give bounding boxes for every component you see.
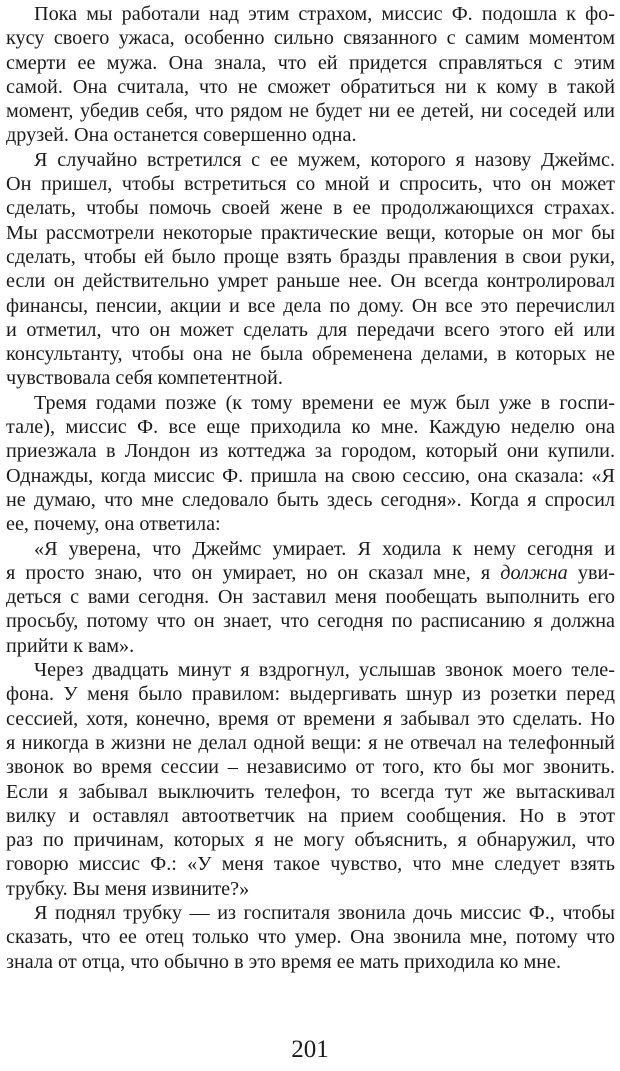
text-line: трубку. Вы меня извините?»: [6, 877, 250, 900]
text-line: Однажды, когда миссис Ф. пришла на свою сессию, она сказала: «Я: [6, 464, 615, 487]
text-line: вилку и оставлял автоответчик на прием сообщения. Но в этот: [6, 804, 615, 827]
text-line: говорю миссис Ф.: «У меня такое чувство, что мне следует взять: [6, 853, 615, 876]
text-line: сделать, чтобы помочь своей жене в ее продолжающихся страхах.: [6, 197, 615, 220]
text-line: чувствовала себя компетентной.: [6, 367, 283, 390]
text-line: Я случайно встретился с ее мужем, которого я назову Джеймс.: [34, 148, 615, 171]
text-line: знала от отца, что обычно в это время ее мать приходила ко мне.: [6, 950, 562, 973]
text-line: я никогда в жизни не делал одной вещи: я не отвечал на телефонный: [6, 731, 615, 754]
text-line: не думаю, что мне следовало быть здесь сегодня». Когда я спросил: [6, 488, 615, 511]
text-line: просьбу, потому что он знает, что сегодня по расписанию я должна: [6, 610, 615, 633]
text-line: прийти к вам».: [6, 634, 135, 657]
text-segment: я просто знаю, что он умирает, но он сказал мне, я: [6, 561, 501, 584]
text-line: «Я уверена, что Джеймс умирает. Я ходила к нему сегодня и: [34, 537, 615, 560]
text-line: и отметил, что он может сделать для передачи всего этого ей или: [6, 318, 615, 341]
text-line: самой. Она считала, что не сможет обратиться ни к кому в такой: [6, 75, 615, 98]
text-line: приезжала в Лондон из коттеджа за городом, который они купили.: [6, 440, 615, 463]
text-line: тале), миссис Ф. все еще приходила ко мне. Каждую неделю она: [6, 416, 615, 439]
text-line: друзей. Она останется совершенно одна.: [6, 124, 357, 147]
text-segment: уви-: [567, 561, 615, 584]
body-text: [6, 2, 615, 974]
text-line: консультанту, чтобы она не была обременена делами, в которых не: [6, 343, 615, 366]
text-line: Через двадцать минут я вздрогнул, услышав звонок моего теле-: [34, 659, 615, 682]
text-line: фона. У меня было правилом: выдергивать шнур из розетки перед: [6, 683, 615, 706]
text-line: Пока мы работали над этим страхом, миссис Ф. подошла к фо-: [34, 3, 615, 25]
text-line: момент, убедив себя, что рядом не будет ни ее детей, ни соседей или: [6, 100, 615, 123]
text-line: звонок во время сессии – независимо от того, кто бы мог звонить.: [6, 756, 615, 779]
text-line: сессией, хотя, конечно, время от времени я забывал это сделать. Но: [6, 707, 615, 730]
text-line: Мы рассмотрели некоторые практические вещи, которые он мог бы: [6, 221, 615, 244]
text-line: [6, 561, 615, 585]
text-line: раз по причинам, которых я не могу объяснить, я обнаружил, что: [6, 829, 615, 852]
text-line: Если я забывал выключить телефон, то всегда тут же вытаскивал: [6, 780, 615, 803]
text-line: деться с вами сегодня. Он заставил меня пообещать выполнить его: [6, 586, 615, 609]
text-line: кусу своего ужаса, особенно сильно связанного с самим моментом: [6, 27, 615, 50]
text-line: Он пришел, чтобы встретиться со мной и спросить, что он может: [6, 173, 615, 196]
text-line: Я поднял трубку — из госпиталя звонила дочь миссис Ф., чтобы: [34, 901, 615, 924]
text-line: смерти ее мужа. Она знала, что ей придется справляться с этим: [6, 51, 615, 74]
text-line: ее, почему, она ответила:: [6, 513, 221, 536]
text-line: финансы, пенсии, акции и все дела по дому. Он все это перечислил: [6, 294, 615, 317]
text-line: сказать, что ее отец только что умер. Она звонила мне, потому что: [6, 926, 615, 949]
text-line: если он действительно умрет раньше нее. Он всегда контролировал: [6, 270, 615, 293]
text-line: сделать, чтобы ей было проще взять бразды правления в свои руки,: [6, 245, 615, 268]
page-number: 201: [291, 1036, 329, 1063]
text-line: Тремя годами позже (к тому времени ее муж был уже в госпи-: [34, 391, 615, 414]
emphasized-word: должна: [500, 561, 568, 584]
